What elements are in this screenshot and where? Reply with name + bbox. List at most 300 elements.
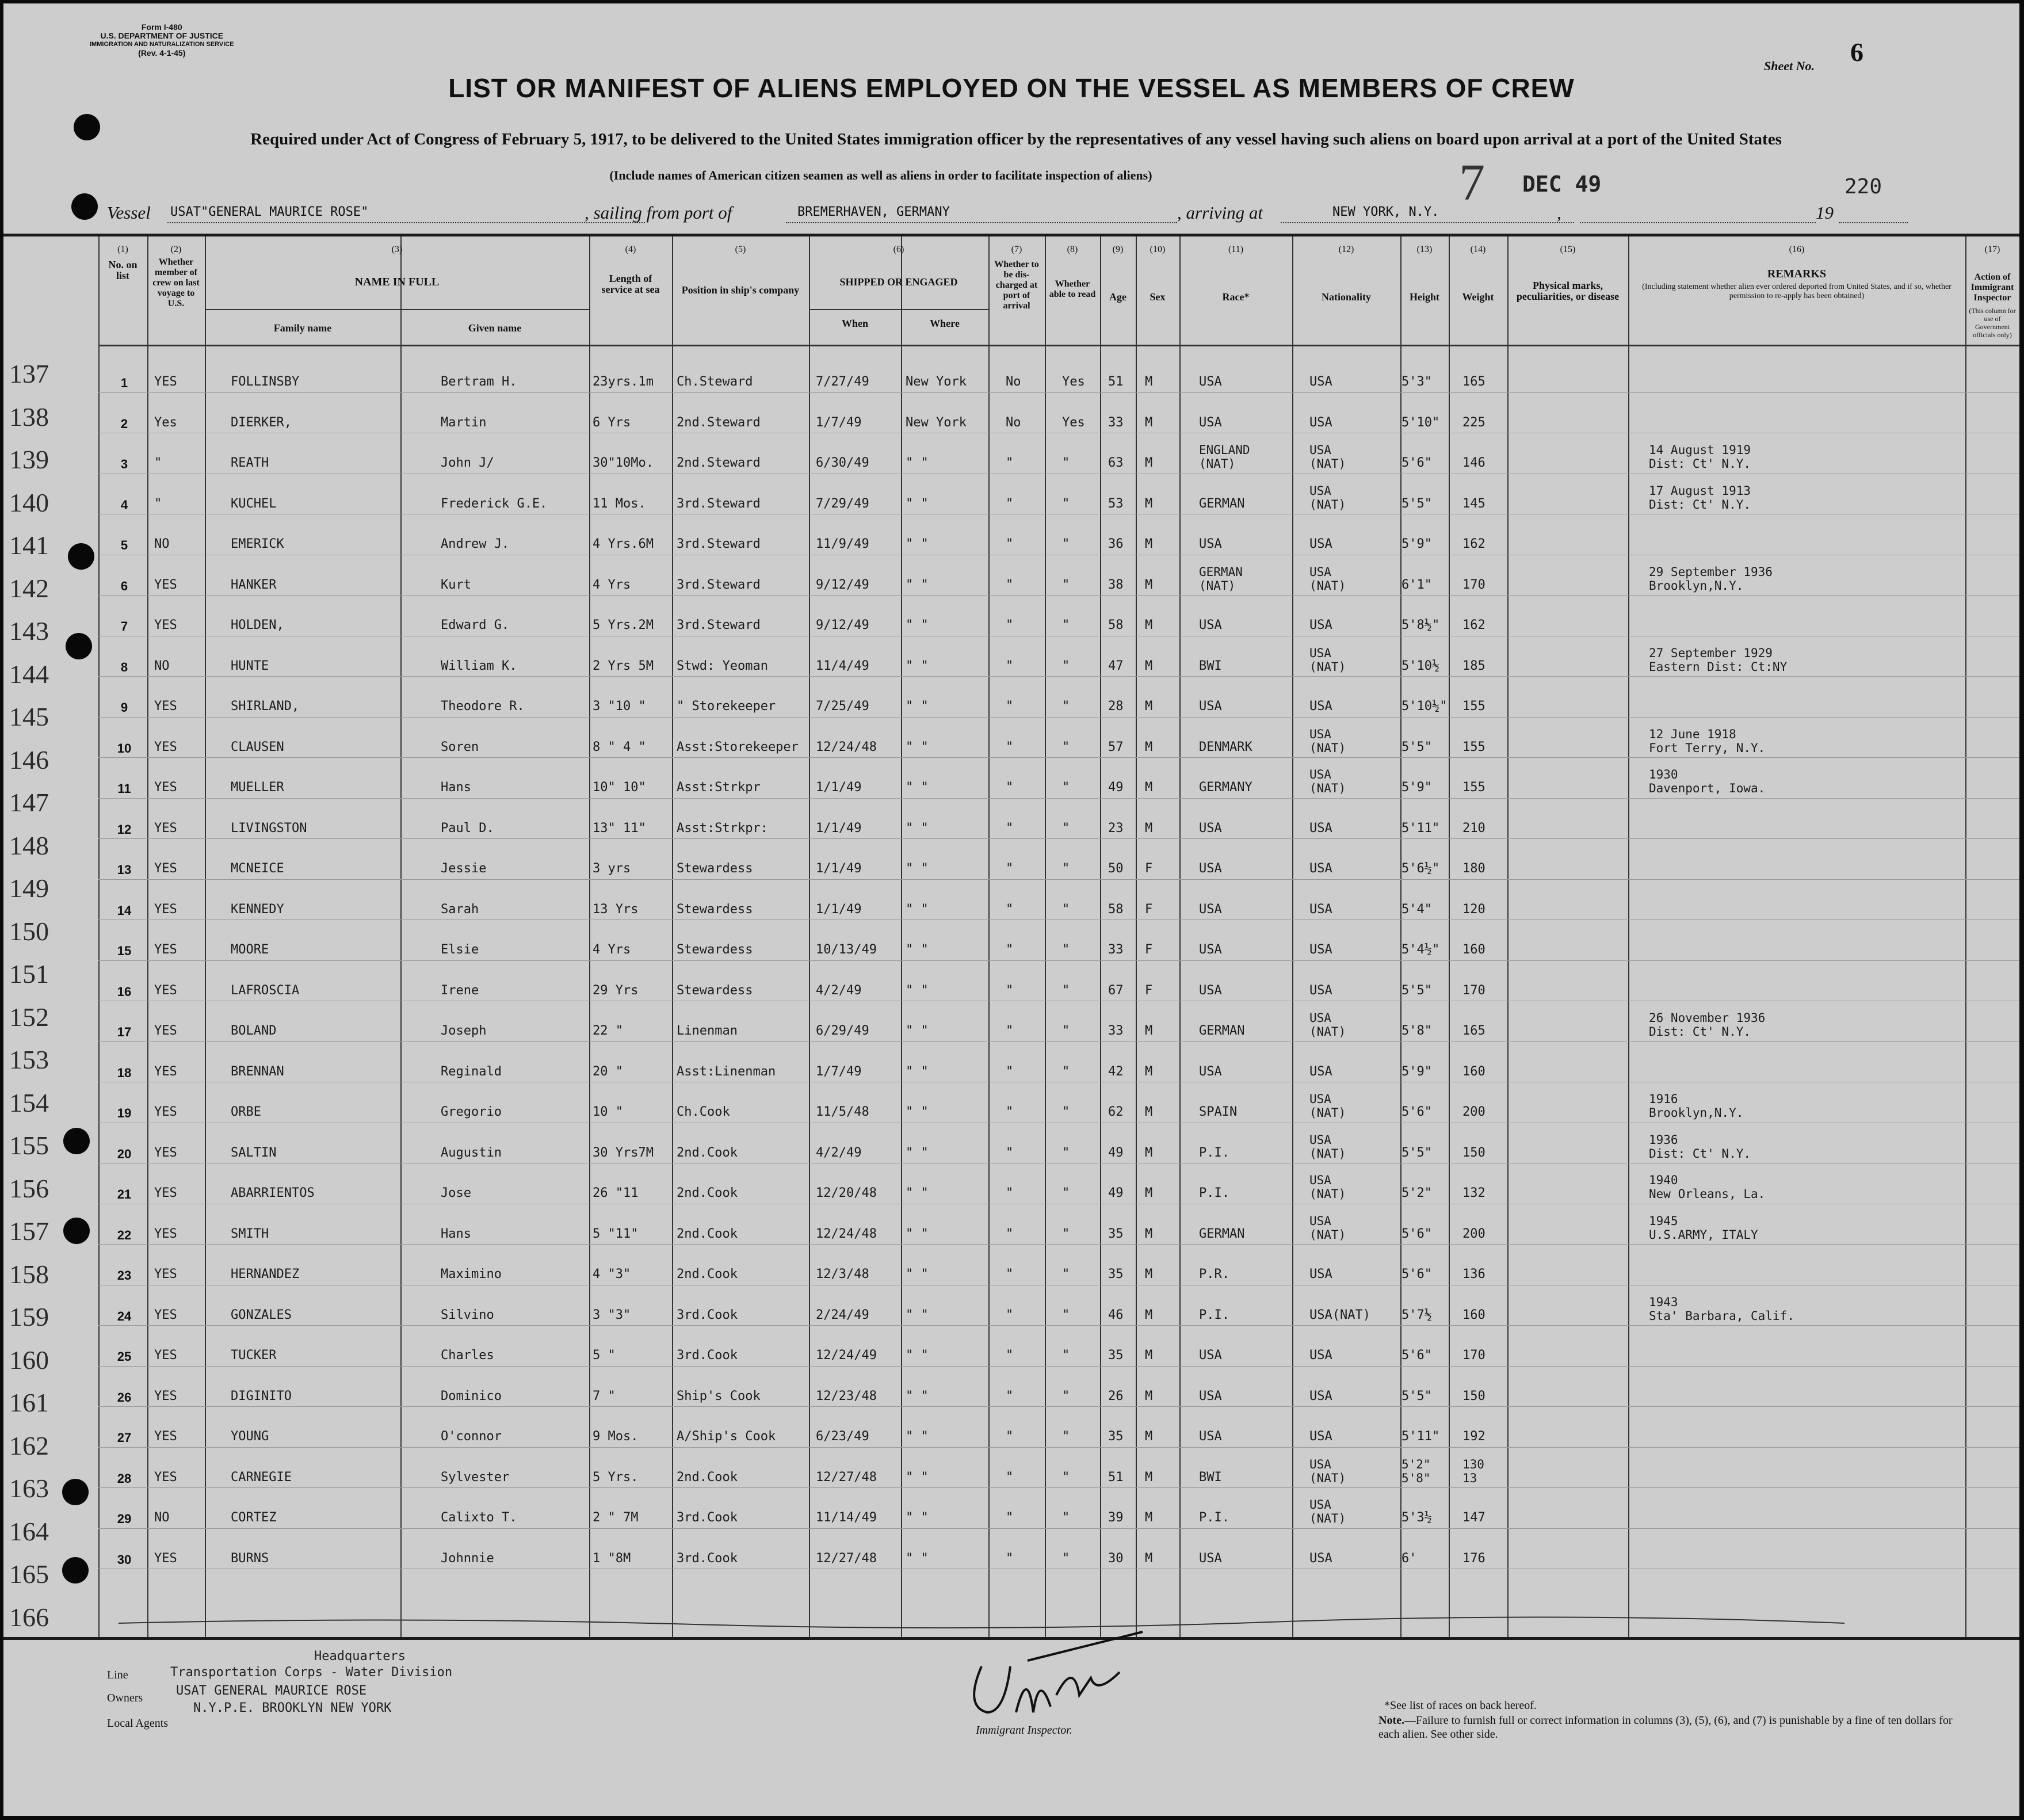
year-label: 19 [1816, 203, 1834, 223]
cell-disch: " [1006, 983, 1014, 998]
cell-read: " [1062, 739, 1070, 754]
cell-when: 1/1/49 [816, 861, 862, 876]
row-number: 9 [120, 700, 128, 715]
cell-crew: YES [154, 1348, 177, 1363]
cell-where: " " [906, 1429, 929, 1444]
cell-when: 12/24/48 [816, 1226, 877, 1241]
cell-family: BRENNAN [231, 1064, 284, 1079]
row-number: 8 [120, 659, 128, 674]
col-number: (16) [1789, 245, 1805, 254]
cell-read: " [1062, 456, 1070, 470]
cell-given: Theodore R. [441, 699, 525, 713]
row-number: 10 [117, 741, 132, 756]
ledger-number: 154 [9, 1088, 49, 1117]
cell-crew: NO [154, 537, 170, 551]
cell-race: P.I. [1199, 1510, 1229, 1525]
cell-age: 51 [1108, 1470, 1124, 1485]
cell-age: 33 [1108, 415, 1124, 430]
cell-weight: 155 [1462, 739, 1485, 754]
cell-where: " " [906, 618, 929, 632]
cell-service: 8 " 4 " [593, 739, 646, 754]
ledger-number: 150 [9, 916, 49, 946]
cell-crew: YES [154, 739, 177, 754]
cell-age: 67 [1108, 983, 1124, 998]
ledger-number: 152 [9, 1002, 49, 1032]
cell-read: " [1062, 1348, 1070, 1363]
col-number: (15) [1560, 245, 1576, 254]
header-crew-last-voyage: Whether member of crew on last voyage to U.S. [152, 257, 200, 308]
cell-weight: 155 [1462, 699, 1485, 713]
cell-family: MOORE [231, 943, 269, 957]
header-physical-marks: Physical marks, peculiarities, or disease [1516, 280, 1620, 302]
col-number: (8) [1067, 245, 1078, 254]
cell-disch: " [1006, 1145, 1014, 1160]
ledger-number: 165 [9, 1559, 49, 1589]
cell-sex: M [1145, 821, 1153, 835]
cell-race: P.I. [1199, 1186, 1229, 1200]
cell-where: " " [906, 1510, 929, 1525]
cell-disch: " [1006, 456, 1014, 470]
cell-crew: YES [154, 1145, 177, 1160]
row-number: 14 [117, 903, 132, 918]
cell-where: " " [906, 1105, 929, 1119]
row-number: 20 [117, 1146, 132, 1161]
cell-disch: " [1006, 1024, 1014, 1038]
cell-family: CLAUSEN [231, 739, 284, 754]
cell-weight: 170 [1462, 577, 1485, 592]
cell-given: Irene [441, 983, 479, 998]
cell-sex: M [1145, 1105, 1153, 1119]
cell-service: 13" 11" [593, 821, 646, 835]
header-position: Position in ship's company [681, 284, 800, 296]
cell-race: P.I. [1199, 1145, 1229, 1160]
cell-family: TUCKER [231, 1348, 277, 1363]
cell-position: 2nd.Cook [677, 1267, 738, 1281]
cell-remarks: 1936 Dist: Ct' N.Y. [1649, 1132, 1751, 1161]
ledger-number: 143 [9, 616, 49, 646]
cell-service: 5 " [593, 1348, 616, 1363]
cell-read: " [1062, 1388, 1070, 1403]
cell-weight: 162 [1462, 537, 1485, 551]
cell-sex: M [1145, 1551, 1153, 1566]
cell-service: 5 "11" [593, 1226, 639, 1241]
cell-disch: " [1006, 739, 1014, 754]
cell-position: Asst:Strkpr [677, 780, 761, 795]
cell-position: Asst:Storekeeper [677, 739, 799, 754]
cell-nat: USA (NAT) [1309, 727, 1346, 755]
cell-crew: YES [154, 902, 177, 917]
cell-when: 6/29/49 [816, 1024, 869, 1038]
cell-when: 10/13/49 [816, 943, 877, 957]
ledger-number: 139 [9, 445, 49, 474]
cell-nat: USA (NAT) [1309, 1173, 1346, 1201]
cell-race: USA [1199, 943, 1222, 957]
cell-given: Sarah [441, 902, 479, 917]
ledger-number: 138 [9, 402, 49, 432]
cell-family: KENNEDY [231, 902, 284, 917]
cell-service: 4 Yrs.6M [593, 537, 654, 551]
cell-read: " [1062, 1226, 1070, 1241]
cell-service: 10" 10" [593, 780, 646, 795]
cell-age: 57 [1108, 739, 1124, 754]
cell-sex: M [1145, 456, 1153, 470]
cell-age: 35 [1108, 1226, 1124, 1241]
cell-nat: USA [1309, 699, 1332, 713]
col-number: (10) [1150, 245, 1166, 254]
cell-height: 5'5" [1401, 1388, 1432, 1403]
cell-where: " " [906, 699, 929, 713]
row-number: 13 [117, 863, 132, 877]
row-number: 28 [117, 1471, 132, 1486]
cell-race: USA [1199, 902, 1222, 917]
cell-when: 1/7/49 [816, 415, 862, 430]
cell-nat: USA (NAT) [1309, 564, 1346, 593]
cell-crew: YES [154, 577, 177, 592]
form-service: IMMIGRATION AND NATURALIZATION SERVICE [90, 41, 234, 48]
cell-crew: YES [154, 1388, 177, 1403]
cell-read: " [1062, 537, 1070, 551]
cell-sex: M [1145, 1024, 1153, 1038]
cell-family: SMITH [231, 1226, 269, 1241]
cell-disch: " [1006, 1267, 1014, 1281]
row-number: 29 [117, 1512, 132, 1526]
cell-disch: " [1006, 1307, 1014, 1322]
cell-position: Asst:Linenman [677, 1064, 776, 1079]
cell-read: " [1062, 699, 1070, 713]
cell-crew: YES [154, 983, 177, 998]
cell-where: " " [906, 537, 929, 551]
cell-age: 47 [1108, 658, 1124, 673]
cell-height: 5'6" [1401, 1226, 1432, 1241]
cell-weight: 136 [1462, 1267, 1485, 1281]
cell-age: 51 [1108, 375, 1124, 389]
agents-value: N.Y.P.E. BROOKLYN NEW YORK [193, 1701, 392, 1715]
cell-height: 5'9" [1401, 537, 1432, 551]
cell-height: 5'5" [1401, 1145, 1432, 1160]
cell-where: " " [906, 1348, 929, 1363]
cell-service: 11 Mos. [593, 496, 646, 511]
arriving-port: NEW YORK, N.Y. [1332, 205, 1439, 219]
cell-nat: USA [1309, 983, 1332, 998]
header-no-on-list: No. on list [108, 259, 138, 281]
cell-height: 6'1" [1401, 577, 1432, 592]
cell-crew: YES [154, 1105, 177, 1119]
cell-family: DIERKER, [231, 415, 292, 430]
cell-sex: M [1145, 1510, 1153, 1525]
cell-weight: 170 [1462, 1348, 1485, 1363]
cell-nat: USA (NAT) [1309, 768, 1346, 795]
row-number: 21 [117, 1187, 132, 1201]
cell-age: 53 [1108, 496, 1124, 511]
ledger-number: 144 [9, 659, 49, 689]
cell-crew: YES [154, 780, 177, 795]
header-remarks-note: (Including statement whether alien ever ordered deported from United States, and if so, whether permission to re-apply has been obtained) [1642, 283, 1952, 300]
cell-service: 22 " [593, 1024, 623, 1038]
cell-crew: YES [154, 1186, 177, 1200]
cell-crew: Yes [154, 415, 177, 430]
cell-service: 13 Yrs [593, 902, 639, 917]
punch-hole [74, 114, 100, 140]
ledger-number: 161 [9, 1388, 49, 1417]
cell-disch: " [1006, 496, 1014, 511]
cell-height: 5'6" [1401, 1348, 1432, 1363]
cell-when: 11/9/49 [816, 537, 869, 551]
cell-service: 7 " [593, 1388, 616, 1403]
cell-family: KUCHEL [231, 496, 277, 511]
cell-race: USA [1199, 537, 1222, 551]
cell-weight: 160 [1462, 943, 1485, 957]
cell-position: Stewardess [677, 983, 753, 998]
cell-height: 5'6" [1401, 1267, 1432, 1281]
cell-service: 20 " [593, 1064, 623, 1079]
row-number: 27 [117, 1430, 132, 1445]
cell-height: 5'3" [1401, 375, 1432, 389]
cell-family: SHIRLAND, [231, 699, 300, 713]
row-number: 17 [117, 1025, 132, 1039]
header-weight: Weight [1462, 291, 1494, 303]
cell-nat: USA (NAT) [1309, 1132, 1346, 1161]
row-number: 25 [117, 1349, 132, 1364]
cell-crew: YES [154, 1267, 177, 1281]
cell-remarks: 26 November 1936 Dist: Ct' N.Y. [1649, 1011, 1766, 1039]
cell-when: 7/27/49 [816, 375, 869, 389]
cell-nat: USA(NAT) [1309, 1307, 1370, 1322]
cell-weight: 120 [1462, 902, 1485, 917]
header-sex: Sex [1150, 291, 1166, 303]
cell-height: 5'10" [1401, 415, 1440, 430]
cell-service: 3 "10 " [593, 699, 646, 713]
cell-nat: USA [1309, 618, 1332, 632]
header-race: Race* [1222, 291, 1250, 303]
cell-race: P.I. [1199, 1307, 1229, 1322]
cell-sex: M [1145, 1267, 1153, 1281]
cell-age: 33 [1108, 1024, 1124, 1038]
cell-given: Soren [441, 739, 479, 754]
cell-crew: YES [154, 861, 177, 876]
footer [3, 1643, 2019, 1816]
cell-age: 63 [1108, 456, 1124, 470]
cell-position: 3rd.Steward [677, 577, 761, 592]
cell-position: Linenman [677, 1024, 738, 1038]
cell-service: 1 "8M [593, 1551, 631, 1566]
cell-given: Augustin [441, 1145, 502, 1160]
cell-service: 10 " [593, 1105, 623, 1119]
local-agents-label: Local Agents [107, 1717, 169, 1730]
cell-race: USA [1199, 861, 1222, 876]
row-number: 22 [117, 1227, 132, 1242]
ledger-number: 153 [9, 1045, 49, 1074]
cell-given: Johnnie [441, 1551, 494, 1566]
cell-remarks: 1943 Sta' Barbara, Calif. [1649, 1295, 1794, 1323]
cell-read: Yes [1062, 415, 1085, 430]
cell-position: Ship's Cook [677, 1388, 761, 1403]
header-nationality: Nationality [1321, 291, 1371, 303]
cell-position: 2nd.Steward [677, 415, 761, 430]
cell-age: 58 [1108, 902, 1124, 917]
cell-read: " [1062, 1145, 1070, 1160]
cell-weight: 176 [1462, 1551, 1485, 1566]
cell-family: HUNTE [231, 658, 269, 673]
row-number: 7 [120, 619, 128, 634]
header-able-to-read: Whether able to read [1049, 279, 1096, 299]
cell-age: 42 [1108, 1064, 1124, 1079]
cell-age: 30 [1108, 1551, 1124, 1566]
cell-service: 2 " 7M [593, 1510, 639, 1525]
cell-read: " [1062, 496, 1070, 511]
cell-race: USA [1199, 821, 1222, 835]
cell-weight: 160 [1462, 1307, 1485, 1322]
cell-when: 7/29/49 [816, 496, 869, 511]
vessel-label: Vessel [107, 203, 151, 223]
line-label: Line [107, 1669, 128, 1681]
cell-race: GERMAN (NAT) [1199, 564, 1243, 593]
ledger-number: 162 [9, 1430, 49, 1460]
cell-when: 12/23/48 [816, 1388, 877, 1403]
cell-service: 3 "3" [593, 1307, 631, 1322]
cell-when: 7/25/49 [816, 699, 869, 713]
ledger-number: 137 [9, 359, 49, 388]
ledger-number: 147 [9, 788, 49, 817]
header-age: Age [1109, 291, 1126, 303]
row-number: 4 [120, 497, 128, 512]
cell-nat: USA (NAT) [1309, 646, 1346, 674]
cell-weight: 225 [1462, 415, 1485, 430]
cell-read: " [1062, 780, 1070, 795]
cell-position: 2nd.Cook [677, 1226, 738, 1241]
cell-height: 5'4" [1401, 902, 1432, 917]
cell-family: LAFROSCIA [231, 983, 300, 998]
cell-sex: M [1145, 496, 1153, 511]
row-number: 5 [120, 538, 128, 552]
cell-sex: M [1145, 699, 1153, 713]
cell-weight: 160 [1462, 1064, 1485, 1079]
cell-read: " [1062, 577, 1070, 592]
cell-given: Hans [441, 780, 471, 795]
cell-crew: YES [154, 618, 177, 632]
cell-height: 6' [1401, 1551, 1417, 1566]
cell-race: BWI [1199, 658, 1222, 673]
cell-weight: 170 [1462, 983, 1485, 998]
cell-family: BURNS [231, 1551, 269, 1566]
cell-read: " [1062, 1510, 1070, 1525]
ledger-number: 149 [9, 873, 49, 903]
cell-when: 9/12/49 [816, 618, 869, 632]
cell-age: 62 [1108, 1105, 1124, 1119]
cell-sex: F [1145, 943, 1153, 957]
note: Note.—Failure to furnish full or correct information in columns (3), (5), (6), and (7) is punishable by a fine of ten dollars for each alien. See other side. [1378, 1714, 1953, 1741]
cell-where: " " [906, 456, 929, 470]
cell-age: 38 [1108, 577, 1124, 592]
cell-age: 35 [1108, 1429, 1124, 1444]
cell-crew: YES [154, 1226, 177, 1241]
header-given-name: Given name [468, 322, 522, 334]
cell-given: Reginald [441, 1064, 502, 1079]
cell-when: 12/24/48 [816, 739, 877, 754]
cell-crew: YES [154, 375, 177, 389]
cell-where: " " [906, 658, 929, 673]
col-number: (13) [1416, 245, 1433, 254]
cell-height: 5'5" [1401, 496, 1432, 511]
cell-disch: No [1006, 415, 1021, 430]
col-number: (12) [1338, 245, 1354, 254]
cell-height: 5'11" [1401, 1429, 1440, 1444]
ledger-number: 155 [9, 1131, 49, 1160]
cell-family: LIVINGSTON [231, 821, 307, 835]
cell-position: Ch.Steward [677, 375, 753, 389]
cell-remarks: 1930 Davenport, Iowa. [1649, 768, 1766, 795]
cell-crew: YES [154, 1429, 177, 1444]
cell-weight: 150 [1462, 1388, 1485, 1403]
cell-sex: M [1145, 618, 1153, 632]
sailing-port: BREMERHAVEN, GERMANY [797, 205, 950, 219]
col-number: (11) [1228, 245, 1244, 254]
cell-family: HOLDEN, [231, 618, 284, 632]
cell-disch: " [1006, 861, 1014, 876]
vessel-line: Vessel USAT"GENERAL MAURICE ROSE" , sailing from port of BREMERHAVEN, GERMANY , arriving at NEW YORK, N.Y. , 19 [107, 203, 1925, 231]
cell-disch: " [1006, 1388, 1014, 1403]
cell-read: " [1062, 1551, 1070, 1566]
cell-crew: " [154, 496, 162, 511]
cell-given: John J/ [441, 456, 494, 470]
form-number: Form I-480 [141, 22, 182, 32]
include-statement: (Include names of American citizen seamen as well as aliens in order to facilitate inspection of aliens) [609, 168, 1152, 182]
cell-height: 5'5" [1401, 983, 1432, 998]
cell-remarks: 17 August 1913 Dist: Ct' N.Y. [1649, 483, 1751, 512]
date-stamp: DEC 49 [1522, 171, 1602, 197]
cell-service: 5 Yrs.2M [593, 618, 654, 632]
cell-sex: M [1145, 1307, 1153, 1322]
cell-race: GERMAN [1199, 1226, 1245, 1241]
cell-age: 39 [1108, 1510, 1124, 1525]
cell-nat: USA [1309, 375, 1332, 389]
cell-given: Edward G. [441, 618, 510, 632]
cell-disch: " [1006, 577, 1014, 592]
form-revision: (Rev. 4-1-45) [138, 48, 186, 58]
cell-where: " " [906, 1307, 929, 1322]
cell-when: 12/20/48 [816, 1186, 877, 1200]
cell-service: 6 Yrs [593, 415, 631, 430]
cell-when: 11/14/49 [816, 1510, 877, 1525]
page-number: 220 [1844, 175, 1882, 199]
cell-weight: 210 [1462, 821, 1485, 835]
cell-where: " " [906, 496, 929, 511]
cell-family: CORTEZ [231, 1510, 277, 1525]
cell-nat: USA [1309, 943, 1332, 957]
cell-height: 5'4½" [1401, 943, 1440, 957]
cell-read: " [1062, 1024, 1070, 1038]
cell-sex: M [1145, 1348, 1153, 1363]
cell-race: ENGLAND (NAT) [1199, 443, 1250, 471]
cell-weight: 147 [1462, 1510, 1485, 1525]
col-number: (17) [1984, 245, 2000, 254]
col-number: (6) [893, 245, 904, 254]
line-value-2: Transportation Corps - Water Division [170, 1665, 453, 1680]
cell-weight: 200 [1462, 1105, 1485, 1119]
cell-when: 12/27/48 [816, 1470, 877, 1485]
cell-read: " [1062, 821, 1070, 835]
cell-where: " " [906, 780, 929, 795]
cell-given: Paul D. [441, 821, 494, 835]
row-number: 15 [117, 944, 132, 958]
ledger-number: 141 [9, 531, 49, 560]
cell-position: 3rd.Cook [677, 1307, 738, 1322]
cell-read: " [1062, 658, 1070, 673]
col-number: (14) [1470, 245, 1486, 254]
cell-crew: YES [154, 821, 177, 835]
cell-nat: USA [1309, 537, 1332, 551]
cell-weight: 180 [1462, 861, 1485, 876]
cell-family: DIGINITO [231, 1388, 292, 1403]
